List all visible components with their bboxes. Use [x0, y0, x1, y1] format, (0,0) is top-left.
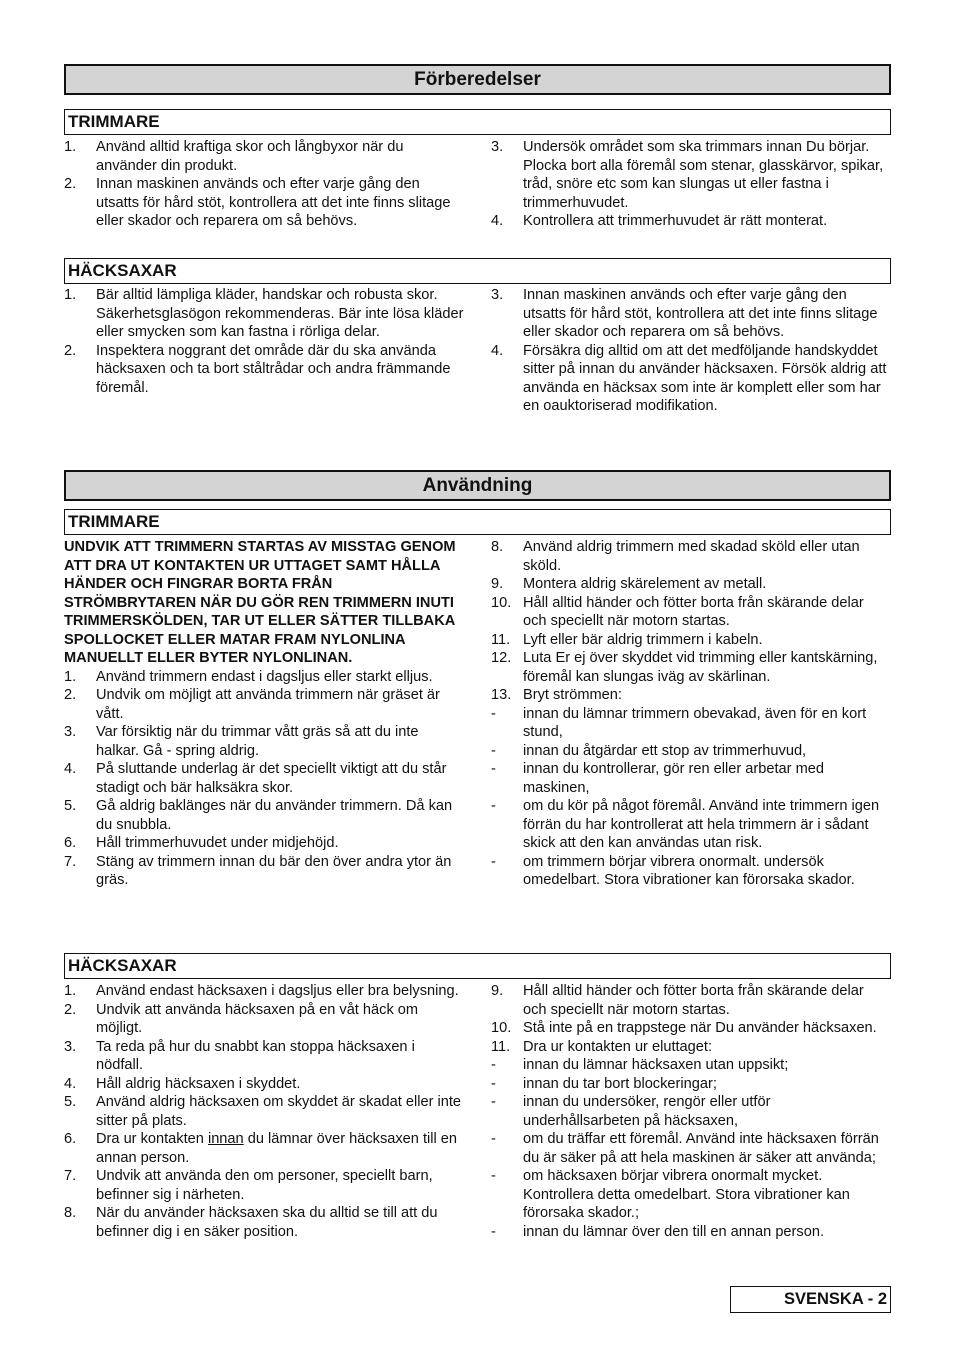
use-hedge-right-list	[491, 982, 891, 1241]
prep-hedge-right-list	[491, 286, 891, 416]
list-item: 10. Håll alltid händer och fötter borta från skärande delar och speciellt när motorn startas.	[491, 594, 864, 629]
list-item: 3. Innan maskinen används och efter varje gång den utsatts för hård stöt, kontrollera att det inte finns slitage eller skador och reparera om så behövs.	[491, 287, 878, 340]
list-item: 3. Var försiktig när du trimmar vått gräs så att du inte halkar. Gå - spring aldrig.	[64, 724, 419, 759]
list-item: 7. Stäng av trimmern innan du bär den över andra ytor än gräs.	[64, 853, 452, 888]
use-trimmer-left-list	[64, 538, 464, 890]
list-item: 1. Bär alltid lämpliga kläder, handskar och robusta skor. Säkerhetsglasögon rekommenderas. Bär inte lösa kläder eller smycken som kan fastna i rörliga delar.	[64, 287, 464, 340]
subheading-hedge-prep: HÄCKSAXAR	[64, 258, 891, 284]
list-item: 2. Undvik om möjligt att använda trimmern när gräset är vått.	[64, 687, 440, 722]
warning-text: UNDVIK ATT TRIMMERN STARTAS AV MISSTAG GENOM ATT DRA UT KONTAKTEN UR UTTAGET SAMT HÅLLA HÄNDER OCH FINGRAR BORTA FRÅN STRÖMBRYTAREN NÄR DU GÖR REN TRIMMERN INUTI TRIMMERSKÖLDEN, TAR UT ELLER SÄTTER TILLBAKA SPOLLOCKET ELLER MATAR FRAM NYLONLINA MANUELLT ELLER BYTER NYLONLINAN.	[64, 539, 456, 666]
list-item: 2. Undvik att använda häcksaxen på en våt häck om möjligt.	[64, 1001, 419, 1036]
list-item: - innan du lämnar över den till en annan person.	[491, 1223, 824, 1240]
list-item: 1. Använd endast häcksaxen i dagsljus eller bra belysning.	[64, 983, 459, 999]
list-item: 1. Använd trimmern endast i dagsljus eller starkt elljus.	[64, 668, 433, 685]
list-item: 9. Montera aldrig skärelement av metall.	[491, 576, 767, 592]
list-item: 3. Undersök området som ska trimmars innan Du börjar. Plocka bort alla föremål som stenar, glasskärvor, spikar, tråd, snöre etc som kan slungas ut eller fastna i trimmerhuvudet.	[491, 139, 884, 211]
prep-trimmer-right-list	[491, 138, 891, 231]
list-item: 8. När du använder häcksaxen ska du alltid se till att du befinner dig i en säker position.	[64, 1205, 438, 1240]
list-item: - om du träffar ett föremål. Använd inte häcksaxen förrän du är säker på att hela maskinen är säker att använda;	[491, 1131, 879, 1166]
list-item: 1. Använd alltid kraftiga skor och långbyxor när du använder din produkt.	[64, 139, 404, 174]
list-item: 2. Inspektera noggrant det område där du ska använda häcksaxen och ta bort ståltrådar och andra främmande föremål.	[64, 342, 451, 396]
list-item: - innan du åtgärdar ett stop av trimmerhuvud,	[491, 742, 807, 759]
list-item: 3. Ta reda på hur du snabbt kan stoppa häcksaxen i nödfall.	[64, 1038, 415, 1073]
list-item: 10. Stå inte på en trappstege när Du använder häcksaxen.	[491, 1020, 877, 1036]
section-title-usage: Användning	[64, 470, 891, 501]
use-hedge-left-list	[64, 982, 464, 1241]
list-item: 4. Försäkra dig alltid om att det medföljande handskyddet sitter på innan du använder häcksaxen. Försök aldrig att använda en häcksax som inte är komplett eller som har en oauktoriserad modifikation.	[491, 342, 887, 414]
list-item: 4. Håll aldrig häcksaxen i skyddet.	[64, 1075, 301, 1092]
page-footer-label: SVENSKA - 2	[730, 1286, 891, 1313]
list-item: 9. Håll alltid händer och fötter borta från skärande delar och speciellt när motorn startas.	[491, 983, 864, 1018]
list-item: 7. Undvik att använda den om personer, speciellt barn, befinner sig i närheten.	[64, 1168, 433, 1203]
list-item: 6. Dra ur kontakten innan du lämnar över häcksaxen till en annan person.	[64, 1131, 458, 1166]
list-item: 2. Innan maskinen används och efter varje gång den utsatts för hård stöt, kontrollera att det inte finns slitage eller skador och reparera om så behövs.	[64, 176, 451, 229]
list-item: 11. Lyft eller bär aldrig trimmern i kabeln.	[491, 631, 763, 648]
list-item: 4. Kontrollera att trimmerhuvudet är rätt monterat.	[491, 213, 828, 229]
list-item: 13. Bryt strömmen:	[491, 687, 622, 703]
use-trimmer-right-list	[491, 538, 891, 890]
list-item: - innan du tar bort blockeringar;	[491, 1075, 717, 1092]
subheading-hedge-use: HÄCKSAXAR	[64, 953, 891, 979]
list-item: 5. Använd aldrig häcksaxen om skyddet är skadat eller inte sitter på plats.	[64, 1094, 462, 1129]
list-item: - innan du kontrollerar, gör ren eller arbetar med maskinen,	[491, 761, 824, 796]
subheading-trimmer-use: TRIMMARE	[64, 509, 891, 535]
list-item: - om du kör på något föremål. Använd inte trimmern igen förrän du har kontrollerat att hela trimmern är i sådant skick att den kan användas utan risk.	[491, 798, 880, 851]
list-item: - om häcksaxen börjar vibrera onormalt mycket. Kontrollera detta omedelbart. Stora vibrationer kan förorsaka skador.;	[491, 1168, 850, 1221]
list-item: 4. På sluttande underlag är det speciellt viktigt att du står stadigt och bär halksäkra skor.	[64, 761, 447, 796]
list-item: 5. Gå aldrig baklänges när du använder trimmern. Då kan du snubbla.	[64, 798, 453, 833]
list-item: - innan du lämnar häcksaxen utan uppsikt;	[491, 1057, 789, 1073]
list-item: 12. Luta Er ej över skyddet vid trimming eller kantskärning, föremål kan slungas iväg av skärlinan.	[491, 650, 878, 685]
list-item: - om trimmern börjar vibrera onormalt. undersök omedelbart. Stora vibrationer kan förorsaka skador.	[491, 853, 855, 888]
list-item: 8. Använd aldrig trimmern med skadad sköld eller utan sköld.	[491, 539, 860, 574]
list-item: 6. Håll trimmerhuvudet under midjehöjd.	[64, 835, 339, 851]
list-item: - innan du lämnar trimmern obevakad, även för en kort stund,	[491, 705, 867, 740]
prep-trimmer-left-list	[64, 138, 464, 231]
list-item: 11. Dra ur kontakten ur eluttaget:	[491, 1038, 713, 1055]
section-title-preparation: Förberedelser	[64, 64, 891, 95]
list-item: - innan du undersöker, rengör eller utför underhållsarbeten på häcksaxen,	[491, 1094, 771, 1129]
prep-hedge-left-list	[64, 286, 464, 397]
subheading-trimmer-prep: TRIMMARE	[64, 109, 891, 135]
